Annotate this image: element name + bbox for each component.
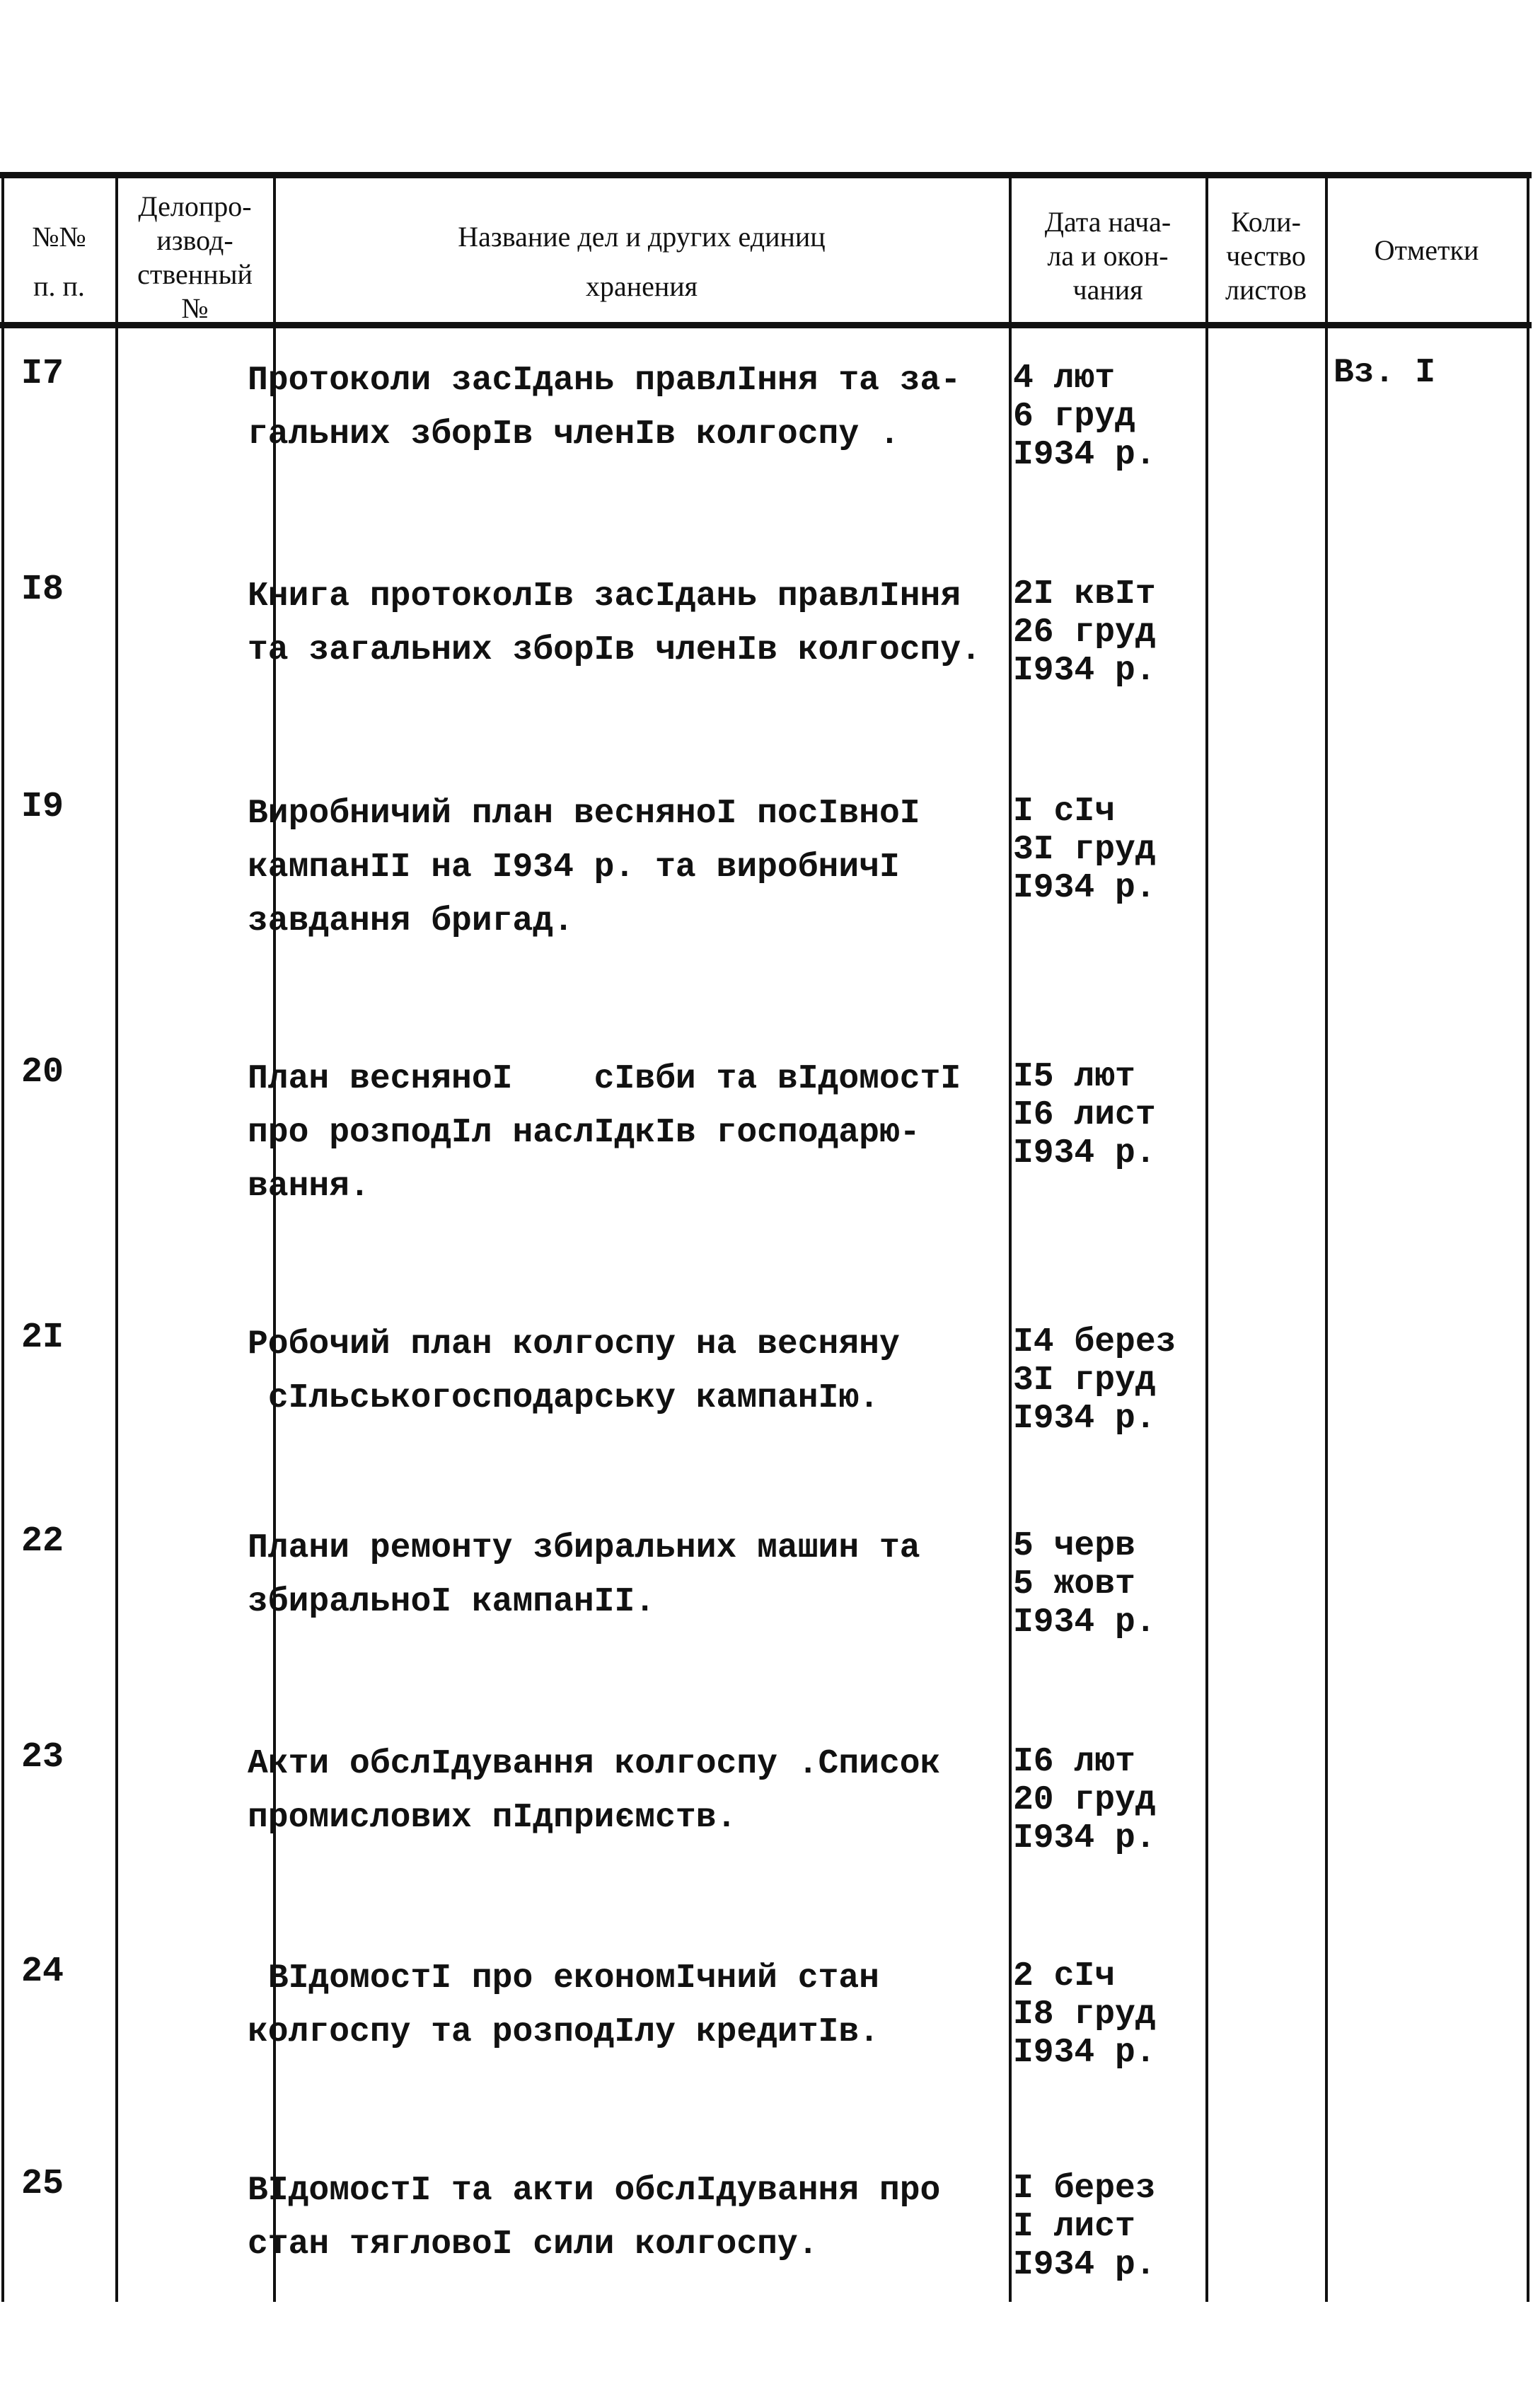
date-range [1013, 359, 1204, 474]
file-title [248, 1052, 1015, 1214]
date-line: 3I груд [1013, 1361, 1156, 1400]
date-line: I сIч [1013, 793, 1116, 831]
file-title [248, 354, 1015, 461]
file-title-line: Протоколи засIдань правлIння та за- [248, 362, 961, 400]
file-title-line: Виробничий план весняноI посIвноI [248, 795, 920, 833]
date-range [1013, 575, 1204, 690]
table-top-border [0, 172, 1532, 178]
date-line: I934 р. [1013, 1134, 1156, 1173]
row-number: I7 [21, 354, 64, 394]
header-office-number: Делопро- извод- ственный № [137, 190, 253, 324]
file-title [248, 787, 1015, 948]
header-dates: Дата нача- ла и окон- чания [1044, 206, 1172, 306]
file-title-line: завдання бригад. [248, 902, 574, 940]
file-title-line: Акти обслIдування колгоспу .Список [248, 1745, 941, 1783]
date-range [1013, 1058, 1204, 1173]
file-title-line: Робочий план колгоспу на весняну [248, 1325, 900, 1364]
date-line: I6 лют [1013, 1743, 1135, 1781]
column-divider [1205, 172, 1208, 2302]
row-number: 24 [21, 1952, 64, 1992]
file-title-line: ВIдомостI та акти обслIдування про [248, 2172, 941, 2210]
column-divider [1527, 172, 1529, 2302]
row-number: 20 [21, 1052, 64, 1093]
file-title-line: кампанII на I934 р. та виробничI [248, 848, 900, 887]
row-number: 25 [21, 2164, 64, 2204]
date-line: I лист [1013, 2208, 1135, 2246]
date-line: I6 лист [1013, 1096, 1156, 1134]
row-number: 22 [21, 1521, 64, 1562]
date-line: 6 груд [1013, 398, 1135, 436]
file-title-line: стан тягловоI сили колгоспу. [248, 2225, 818, 2264]
file-title [248, 570, 1015, 677]
date-line: 3I груд [1013, 831, 1156, 869]
date-range [1013, 2170, 1204, 2284]
date-line: 5 черв [1013, 1527, 1135, 1565]
file-title [248, 2164, 1015, 2271]
column-divider [1, 172, 4, 2302]
row-number: 23 [21, 1737, 64, 1778]
file-title [248, 1737, 1015, 1845]
file-title-line: План весняноI сIвби та вIдомостI [248, 1060, 961, 1098]
date-line: I4 берез [1013, 1323, 1176, 1361]
date-line: I934 р. [1013, 1400, 1156, 1438]
date-line: I берез [1013, 2170, 1156, 2208]
date-line: 26 груд [1013, 613, 1156, 652]
date-line: 5 жовт [1013, 1565, 1135, 1603]
file-title-line: збиральноI кампанII. [248, 1583, 656, 1621]
file-title-line: ВIдомостI про економIчний стан [248, 1959, 879, 1998]
date-range [1013, 793, 1204, 907]
file-title-line: Плани ремонту збиральних машин та [248, 1529, 920, 1567]
date-line: I934 р. [1013, 2034, 1156, 2072]
file-title-line: вання. [248, 1168, 370, 1206]
row-number: I9 [21, 787, 64, 827]
header-num: №№ п. п. [32, 221, 86, 302]
date-line: I934 р. [1013, 652, 1156, 690]
date-line: I934 р. [1013, 869, 1156, 907]
file-title-line: гальних зборIв членIв колгоспу . [248, 415, 900, 454]
column-divider [1325, 172, 1328, 2302]
date-line: I934 р. [1013, 436, 1156, 474]
date-line: 2 сIч [1013, 1957, 1116, 1995]
date-range [1013, 1957, 1204, 2072]
file-title-line: колгоспу та розподIлу кредитIв. [248, 2013, 879, 2051]
date-line: I934 р. [1013, 1819, 1156, 1857]
header-title: Название дел и других единиц хранения [458, 221, 826, 302]
date-line: I934 р. [1013, 2246, 1156, 2284]
file-title-line: та загальних зборIв членIв колгоспу. [248, 631, 981, 669]
file-title-line: сIльськогосподарську кампанIю. [248, 1379, 879, 1417]
header-sheets: Коли- чество листов [1225, 206, 1307, 306]
date-line: I934 р. [1013, 1603, 1156, 1642]
row-number: I8 [21, 570, 64, 610]
file-title-line: промислових пIдприємств. [248, 1799, 737, 1837]
row-number: 2I [21, 1318, 64, 1358]
file-title [248, 1318, 1015, 1425]
date-range [1013, 1323, 1204, 1438]
date-range [1013, 1527, 1204, 1642]
file-title-line: Книга протоколIв засIдань правлIння [248, 577, 961, 616]
date-line: I8 груд [1013, 1995, 1156, 2034]
date-range [1013, 1743, 1204, 1857]
header-notes: Отметки [1374, 234, 1479, 266]
file-title-line: про розподIл наслIдкIв господарю- [248, 1114, 920, 1152]
file-title [248, 1521, 1015, 1629]
date-line: 2I квIт [1013, 575, 1156, 613]
date-line: I5 лют [1013, 1058, 1135, 1096]
column-divider [115, 172, 118, 2302]
date-line: 20 груд [1013, 1781, 1156, 1819]
date-line: 4 лют [1013, 359, 1116, 398]
file-title [248, 1952, 1015, 2059]
row-note: Вз. I [1334, 354, 1436, 392]
